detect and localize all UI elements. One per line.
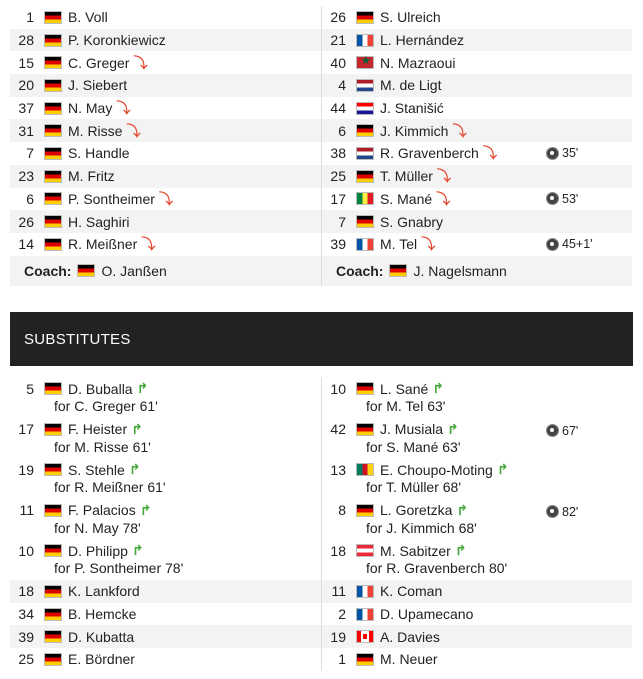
flag-icon xyxy=(356,608,374,621)
flag-icon xyxy=(44,56,62,69)
player-name[interactable]: A. Davies xyxy=(380,628,440,645)
lineup-row xyxy=(10,97,321,120)
flag-icon xyxy=(44,147,62,160)
player-name[interactable]: H. Saghiri xyxy=(68,213,130,230)
substitution-out-arrow-icon: ⤵ xyxy=(421,236,436,253)
player-number: 17 xyxy=(18,421,34,438)
substitution-out-arrow-icon: ⤵ xyxy=(133,54,148,71)
player-name[interactable]: P. Sontheimer xyxy=(68,190,155,207)
lineup-row xyxy=(322,119,632,142)
substitute-row xyxy=(10,603,321,626)
substitution-detail: for J. Kimmich 68' xyxy=(366,519,477,536)
lineup-row xyxy=(10,188,321,211)
player-number: 26 xyxy=(330,9,346,26)
player-name[interactable]: E. Bördner xyxy=(68,651,135,668)
substitution-out-arrow-icon: ⤵ xyxy=(452,122,467,139)
player-number: 15 xyxy=(18,54,34,71)
substitutes-title: SUBSTITUTES xyxy=(24,330,131,348)
substitute-row xyxy=(10,580,321,603)
lineup-row xyxy=(10,233,321,256)
flag-icon xyxy=(44,192,62,205)
lineup-row xyxy=(322,97,632,120)
substitute-row xyxy=(10,499,321,540)
substitution-detail: for M. Tel 63' xyxy=(366,398,446,414)
flag-icon xyxy=(44,504,62,517)
soccer-ball-icon xyxy=(546,424,559,437)
substitution-in-arrow-icon: ↱ xyxy=(454,542,467,559)
player-name[interactable]: D. Buballa xyxy=(68,380,133,397)
player-number: 17 xyxy=(330,190,346,207)
goal-minute: 67' xyxy=(562,423,579,438)
player-number: 31 xyxy=(18,122,34,139)
flag-icon xyxy=(44,653,62,666)
player-name[interactable]: S. Stehle xyxy=(68,461,125,478)
substitute-player xyxy=(322,542,632,559)
flag-icon xyxy=(44,11,62,24)
substitute-row xyxy=(322,580,632,603)
goal-indicator xyxy=(546,142,578,165)
goal-minute: 53' xyxy=(562,191,579,206)
flag-icon xyxy=(356,215,374,228)
substitution-in-arrow-icon: ↱ xyxy=(131,420,143,437)
flag-icon xyxy=(356,170,374,183)
player-number: 1 xyxy=(26,9,34,26)
goal-indicator xyxy=(546,233,593,256)
soccer-ball-icon xyxy=(546,147,559,160)
substitute-row xyxy=(322,418,632,459)
substitute-row xyxy=(10,625,321,648)
substitution-out-arrow-icon: ⤵ xyxy=(141,236,156,253)
flag-icon xyxy=(356,504,374,517)
player-name[interactable]: L. Sané xyxy=(380,380,429,397)
substitute-row xyxy=(10,539,321,580)
flag-icon xyxy=(44,423,62,436)
coach-name[interactable]: J. Nagelsmann xyxy=(413,262,507,279)
player-name[interactable]: P. Koronkiewicz xyxy=(68,32,166,49)
substitution-in-arrow-icon: ↱ xyxy=(139,501,152,518)
lineup-row xyxy=(10,29,321,52)
substitution-detail: for P. Sontheimer 78' xyxy=(54,560,184,577)
flag-icon xyxy=(356,192,374,205)
substitution-detail: for T. Müller 68' xyxy=(366,479,462,496)
substitute-row xyxy=(10,418,321,459)
flag-icon xyxy=(44,170,62,183)
player-number: 26 xyxy=(18,213,34,230)
substitute-row xyxy=(322,648,632,671)
substitute-row xyxy=(322,377,632,418)
flag-icon xyxy=(356,124,374,137)
substitute-row xyxy=(322,625,632,648)
player-name[interactable]: N. May xyxy=(68,100,113,117)
player-name[interactable]: D. Philipp xyxy=(68,542,128,559)
flag-icon xyxy=(356,238,374,251)
coach-row xyxy=(322,256,632,286)
lineup-row xyxy=(10,142,321,165)
player-name[interactable]: F. Heister xyxy=(68,421,128,438)
substitution-out-arrow-icon: ⤵ xyxy=(116,100,131,117)
substitution-detail: for S. Mané 63' xyxy=(366,438,461,455)
substitute-row xyxy=(322,603,632,626)
player-number: 23 xyxy=(18,168,34,185)
substitute-row xyxy=(10,458,321,499)
flag-icon xyxy=(77,264,95,277)
player-number: 19 xyxy=(18,461,34,478)
player-number: 4 xyxy=(338,77,346,94)
player-number: 6 xyxy=(26,190,34,207)
player-number: 44 xyxy=(330,100,346,117)
player-name[interactable]: M. Tel xyxy=(380,236,418,253)
flag-icon xyxy=(356,653,374,666)
player-number: 20 xyxy=(18,77,34,94)
player-name[interactable]: M. Neuer xyxy=(380,651,438,668)
player-number: 38 xyxy=(330,145,346,162)
player-name[interactable]: S. Handle xyxy=(68,145,130,162)
flag-icon xyxy=(44,382,62,395)
soccer-ball-icon xyxy=(546,192,559,205)
goal-minute: 82' xyxy=(562,504,579,519)
flag-icon xyxy=(356,423,374,436)
player-name[interactable]: R. Meißner xyxy=(68,236,138,253)
lineup-row xyxy=(322,165,632,188)
goal-minute: 35' xyxy=(562,146,579,161)
substitution-detail: for M. Risse 61' xyxy=(54,438,151,455)
player-number: 19 xyxy=(330,628,346,645)
player-name[interactable]: K. Coman xyxy=(380,583,443,600)
lineup-row xyxy=(322,51,632,74)
player-number: 1 xyxy=(338,651,346,668)
player-number: 18 xyxy=(18,583,34,600)
player-name[interactable]: J. Siebert xyxy=(68,77,128,94)
substitutes-columns xyxy=(10,377,632,671)
substitute-row xyxy=(322,458,632,499)
player-number: 8 xyxy=(338,502,346,519)
flag-icon xyxy=(356,34,374,47)
lineup-row xyxy=(322,188,632,211)
player-name[interactable]: B. Hemcke xyxy=(68,606,137,622)
coach-name[interactable]: O. Janßen xyxy=(101,262,167,279)
player-name[interactable]: C. Greger xyxy=(68,54,130,71)
player-name[interactable]: B. Voll xyxy=(68,9,108,26)
player-number: 14 xyxy=(18,236,34,253)
substitute-row xyxy=(10,377,321,418)
substitution-in-arrow-icon: ↱ xyxy=(136,380,149,396)
flag-icon xyxy=(356,11,374,24)
flag-icon xyxy=(44,544,62,557)
flag-icon xyxy=(44,215,62,228)
player-name[interactable]: D. Kubatta xyxy=(68,628,135,645)
substitution-out-arrow-icon: ⤵ xyxy=(482,145,497,162)
lineup-row xyxy=(10,210,321,233)
substitution-in-arrow-icon: ↱ xyxy=(432,380,444,396)
lineup-row xyxy=(322,233,632,256)
player-number: 5 xyxy=(26,380,34,397)
player-number: 25 xyxy=(18,651,34,668)
lineup-columns xyxy=(10,6,632,286)
substitution-out-arrow-icon: ⤵ xyxy=(126,122,141,139)
substitution-out-arrow-icon: ⤵ xyxy=(436,190,451,207)
player-number: 37 xyxy=(18,100,34,117)
flag-icon xyxy=(356,463,374,476)
flag-icon xyxy=(356,147,374,160)
player-name[interactable]: D. Upamecano xyxy=(380,606,474,622)
player-number: 25 xyxy=(330,168,346,185)
player-number: 39 xyxy=(330,236,346,253)
substitution-in-arrow-icon: ↱ xyxy=(447,420,459,437)
flag-icon xyxy=(356,56,374,69)
substitution-in-arrow-icon: ↱ xyxy=(128,461,141,478)
player-name[interactable]: E. Choupo-Moting xyxy=(380,461,493,478)
substitution-out-arrow-icon: ⤵ xyxy=(436,168,451,185)
flag-icon xyxy=(44,102,62,115)
substitute-player xyxy=(10,421,321,438)
player-name[interactable]: J. Musiala xyxy=(380,421,444,438)
substitutes-header xyxy=(10,312,633,366)
substitute-player xyxy=(322,461,632,478)
coach-label: Coach: xyxy=(24,262,72,279)
substitute-row xyxy=(10,648,321,671)
substitute-player xyxy=(10,461,321,478)
player-name[interactable]: M. de Ligt xyxy=(380,77,442,94)
flag-icon xyxy=(356,382,374,395)
flag-icon xyxy=(44,630,62,643)
substitute-player xyxy=(322,502,632,519)
lineup-row xyxy=(10,119,321,142)
substitute-player xyxy=(322,380,632,397)
player-name[interactable]: S. Ulreich xyxy=(380,9,441,26)
player-number: 6 xyxy=(338,122,346,139)
home-lineup xyxy=(10,6,321,286)
player-number: 10 xyxy=(18,542,34,559)
substitution-detail: for N. May 78' xyxy=(54,519,141,536)
player-number: 7 xyxy=(338,213,346,230)
lineup-row xyxy=(322,142,632,165)
player-number: 7 xyxy=(26,145,34,162)
substitute-player xyxy=(10,542,321,559)
player-number: 40 xyxy=(330,54,346,71)
flag-icon xyxy=(356,79,374,92)
substitution-detail: for C. Greger 61' xyxy=(54,398,158,414)
flag-icon xyxy=(44,79,62,92)
substitute-row xyxy=(322,539,632,580)
coach-row xyxy=(10,256,321,286)
goal-indicator xyxy=(546,420,578,442)
soccer-ball-icon xyxy=(546,238,559,251)
player-number: 21 xyxy=(330,32,346,49)
player-name[interactable]: L. Goretzka xyxy=(380,502,453,519)
flag-icon xyxy=(44,34,62,47)
flag-icon xyxy=(44,124,62,137)
flag-icon xyxy=(356,630,374,643)
player-name[interactable]: S. Gnabry xyxy=(380,213,444,230)
player-number: 13 xyxy=(330,461,346,478)
substitute-row xyxy=(322,499,632,540)
player-name[interactable]: R. Gravenberch xyxy=(380,145,479,162)
substitution-detail: for R. Meißner 61' xyxy=(54,479,166,496)
lineup-row xyxy=(10,74,321,97)
player-number: 18 xyxy=(330,542,346,559)
player-name[interactable]: K. Lankford xyxy=(68,583,140,600)
lineup-row xyxy=(10,51,321,74)
lineup-row xyxy=(322,6,632,29)
flag-icon xyxy=(44,608,62,621)
player-name[interactable]: M. Sabitzer xyxy=(380,542,451,559)
away-substitutes xyxy=(321,377,632,671)
flag-icon xyxy=(44,238,62,251)
player-name[interactable]: F. Palacios xyxy=(68,502,136,519)
player-number: 2 xyxy=(338,606,346,622)
substitution-in-arrow-icon: ↱ xyxy=(131,542,144,559)
player-number: 42 xyxy=(330,421,346,438)
flag-icon xyxy=(389,264,407,277)
player-number: 10 xyxy=(330,380,346,397)
lineup-row xyxy=(10,6,321,29)
player-number: 11 xyxy=(19,502,34,519)
player-name[interactable]: J. Stanišić xyxy=(380,100,444,117)
substitute-player xyxy=(10,380,321,397)
away-lineup xyxy=(321,6,632,286)
player-name[interactable]: M. Fritz xyxy=(68,168,115,185)
player-number: 11 xyxy=(331,583,346,600)
flag-icon xyxy=(356,544,374,557)
home-substitutes xyxy=(10,377,321,671)
player-number: 34 xyxy=(18,606,34,622)
player-name[interactable]: N. Mazraoui xyxy=(380,54,456,71)
flag-icon xyxy=(44,585,62,598)
player-name[interactable]: S. Mané xyxy=(380,190,433,207)
soccer-ball-icon xyxy=(546,505,559,518)
flag-icon xyxy=(356,102,374,115)
player-number: 28 xyxy=(18,32,34,49)
player-name[interactable]: T. Müller xyxy=(380,168,433,185)
substitute-player xyxy=(322,421,632,438)
player-name[interactable]: J. Kimmich xyxy=(380,122,449,139)
substitution-in-arrow-icon: ↱ xyxy=(496,461,509,478)
player-number: 39 xyxy=(18,628,34,645)
substitution-detail: for R. Gravenberch 80' xyxy=(366,560,508,577)
substitute-player xyxy=(10,502,321,519)
player-name[interactable]: L. Hernández xyxy=(380,32,465,49)
goal-indicator xyxy=(546,188,578,211)
goal-minute: 45+1' xyxy=(562,237,593,252)
lineup-row xyxy=(10,165,321,188)
player-name[interactable]: M. Risse xyxy=(68,122,123,139)
lineup-row xyxy=(322,29,632,52)
flag-icon xyxy=(44,463,62,476)
lineup-row xyxy=(322,74,632,97)
lineup-row xyxy=(322,210,632,233)
substitution-in-arrow-icon: ↱ xyxy=(456,501,469,518)
coach-label: Coach: xyxy=(336,262,384,279)
flag-icon xyxy=(356,585,374,598)
substitution-out-arrow-icon: ⤵ xyxy=(158,190,173,207)
goal-indicator xyxy=(546,501,578,523)
